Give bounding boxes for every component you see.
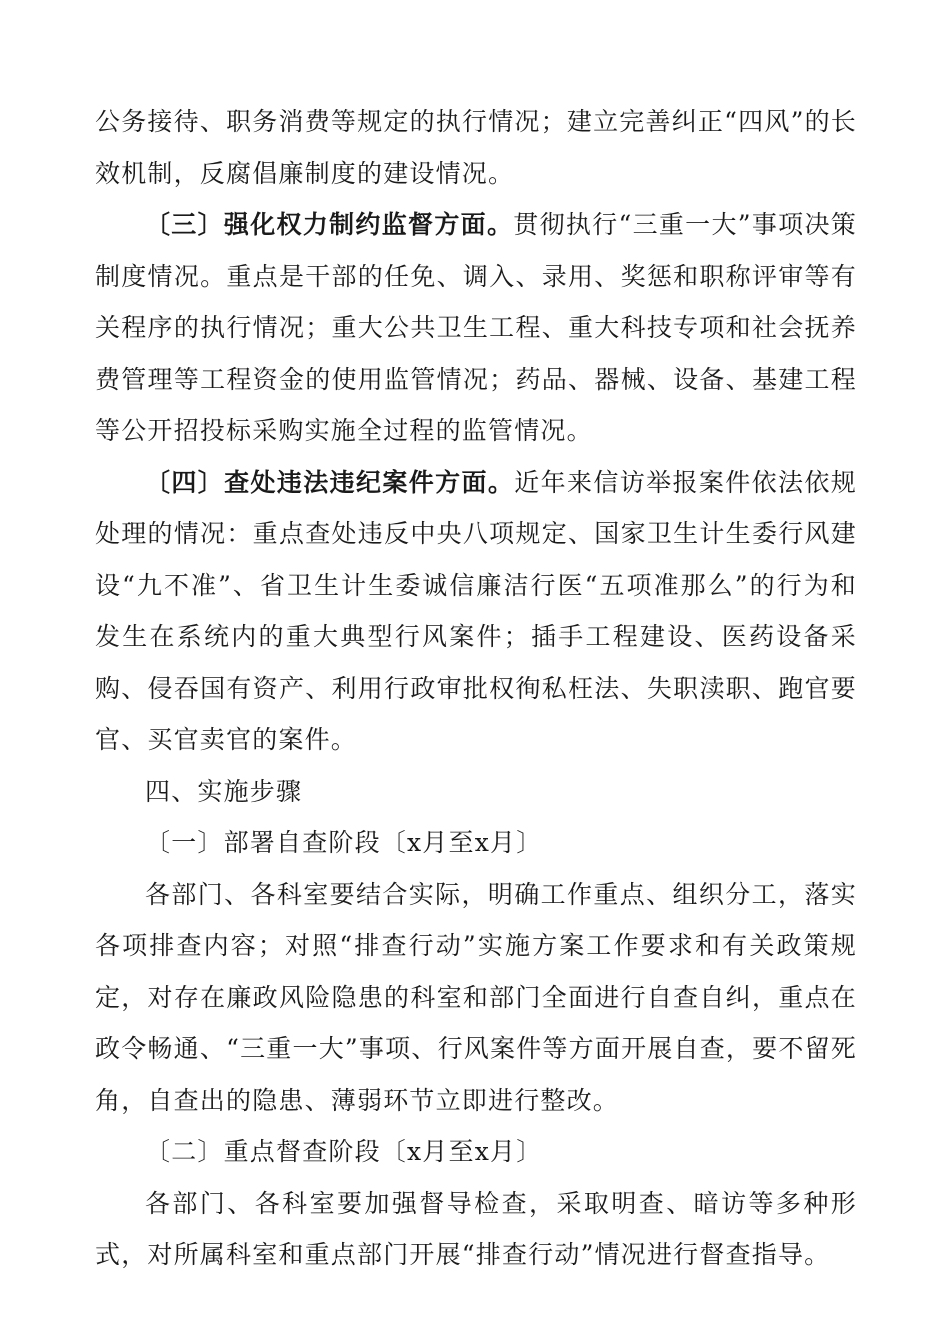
paragraph-text: 贯彻执行“三重一大”事项决策制度情况。重点是干部的任免、调入、录用、奖惩和职称评审等有关程序的执行情况；重大公共卫生工程、重大科技专项和社会抚养费管理等工程资金的使用监管情况；药品、器械、设备、基建工程等公开招投标采购实施全过程的监管情况。 bbox=[95, 210, 857, 445]
document-page bbox=[95, 96, 857, 1281]
paragraph-continuation bbox=[95, 96, 857, 199]
heading-text: 四、实施步骤 bbox=[145, 776, 303, 806]
paragraph-text: 近年来信访举报案件依法依规处理的情况：重点查处违反中央八项规定、国家卫生计生委行风建设“九不准”、省卫生计生委诚信廉洁行医“五项准那么”的行为和发生在系统内的重大典型行风案件；插手工程建设、医药设备采购、侵吞国有资产、利用行政审批权徇私枉法、失职渎职、跑官要官、买官卖官的案件。 bbox=[95, 467, 857, 754]
paragraph-self-check-body bbox=[95, 869, 857, 1127]
paragraph-case-handling bbox=[95, 457, 857, 766]
subheading-self-check bbox=[95, 817, 857, 869]
paragraph-power-supervision bbox=[95, 199, 857, 457]
subheading-key-inspection bbox=[95, 1126, 857, 1178]
section-heading-inline: 〔三〕强化权力制约监督方面。 bbox=[145, 210, 514, 239]
heading-text: 〔一〕部署自查阶段〔x月至x月〕 bbox=[145, 828, 543, 857]
section-heading-steps bbox=[95, 766, 857, 818]
paragraph-text: 各部门、各科室要加强督导检查，采取明查、暗访等多种形式，对所属科室和重点部门开展“排查行动”情况进行督查指导。 bbox=[95, 1188, 857, 1269]
section-heading-inline: 〔四〕查处违法违纪案件方面。 bbox=[145, 467, 515, 497]
heading-text: 〔二〕重点督查阶段〔x月至x月〕 bbox=[145, 1137, 543, 1166]
paragraph-text: 各部门、各科室要结合实际，明确工作重点、组织分工，落实各项排查内容；对照“排查行动”实施方案工作要求和有关政策规定，对存在廉政风险隐患的科室和部门全面进行自查自纠，重点在政令畅通、“三重一大”事项、行风案件等方面开展自查，要不留死角，自查出的隐患、薄弱环节立即进行整改。 bbox=[95, 879, 857, 1115]
paragraph-text: 公务接待、职务消费等规定的执行情况；建立完善纠正“四风”的长效机制，反腐倡廉制度的建设情况。 bbox=[95, 107, 857, 188]
paragraph-key-inspection-body bbox=[95, 1178, 857, 1281]
